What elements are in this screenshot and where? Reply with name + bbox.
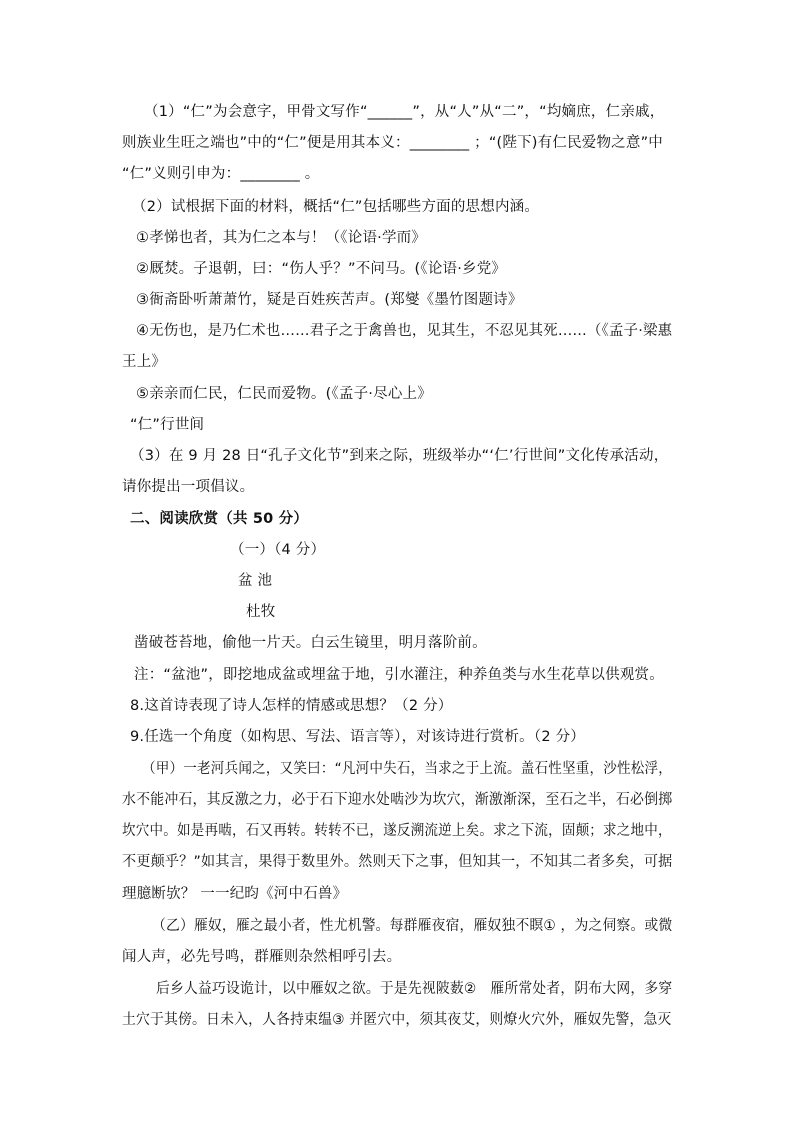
section-heading: 二、阅读欣赏（共 50 分） [130,511,309,527]
q2-material-5: ⑤亲亲而仁民，仁民而爱物。(《孟子·尽心上》 [136,386,432,402]
q3-line-1: （3）在 9 月 28 日“孔子文化节”到来之际，班级举办“‘仁’行世间”文化传承活动， [130,448,669,464]
question-9: 9.任选一个角度（如构思、写法、语言等），对该诗进行赏析。（2 分） [130,729,585,745]
q1-line-1: （1）“仁”为会意字，甲骨文写作“______”，从“人”从“二”，“均嫡庶，仁亲戚， [144,104,665,120]
poem-title: 盆 池 [238,573,273,589]
question-8: 8.这首诗表现了诗人怎样的情感或思想？（2 分） [130,698,453,714]
yi-line-1: （乙）雁奴，雁之最小者，性尤机警。每群雁夜宿，雁奴独不瞑① ，为之伺察。或微 [152,918,673,934]
jia-line-4: 不更颠乎？”如其言，果得于数里外。然则天下之事，但知其一，不知其二者多矣，可据 [122,854,673,870]
q2-material-3: ③衙斋卧听萧萧竹，疑是百姓疾苦声。(郑燮《墨竹图题诗》 [136,292,523,308]
jia-line-2: 水不能冲石，其反激之力，必于石下迎水处啮沙为坎穴，渐激渐深，至石之半，石必倒掷 [122,792,673,808]
yi-line-3: 后乡人益巧设诡计，以中雁奴之欲。于是先视陂薮② 雁所常处者，阴布大网，多穿 [156,981,673,997]
q3-line-2: 请你提出一项倡议。 [122,479,255,495]
jia-line-3: 坎穴中。如是再啮，石又再转。转转不已，遂反溯流逆上矣。求之下流，固颠；求之地中， [122,823,672,839]
q2-material-4b: 王上》 [122,354,167,370]
yi-line-2: 闻人声，必先号鸣，群雁则杂然相呼引去。 [122,949,402,965]
q2-material-4a: ④无伤也，是乃仁术也……君子之于禽兽也，见其生，不忍见其死……（《孟子·梁惠 [136,323,673,339]
poem-author: 杜牧 [246,604,276,620]
q2-prompt: （2）试根据下面的材料，概括“仁”包括哪些方面的思想内涵。 [132,199,540,215]
q2-material-2: ②厩焚。子退朝，曰：“伤人乎？”不问马。(《论语·乡党》 [136,261,507,277]
q1-line-2: 则族业生旺之端也”中的“仁”便是用其本义：________ ；“(陛下)有仁民爱物之意”中 [122,135,663,151]
jia-line-5: 理臆断欤？ 一一纪昀《河中石兽》 [122,886,348,902]
poem-part-label: （一）（4 分） [230,542,326,558]
poem-note: 注：“盆池”，即挖地成盆或埋盆于地，引水灌注，种养鱼类与水生花草以供观赏。 [134,667,664,683]
q3-heading: “仁”行世间 [130,417,205,433]
q2-material-1: ①孝悌也者，其为仁之本与！（《论语·学而》 [136,230,427,246]
yi-line-4: 土穴于其傍。日未入，人各持束缊③ 并匿穴中，须其夜艾，则燎火穴外，雁奴先警，急灭 [122,1012,672,1028]
poem-body: 凿破苍苔地，偷他一片天。白云生镜里，明月落阶前。 [134,635,487,651]
q1-line-3: “仁”义则引申为：________ 。 [122,166,320,182]
jia-line-1: （甲）一老河兵闻之，又笑曰：“凡河中失石，当求之于上流。盖石性坚重，沙性松浮， [142,761,673,777]
